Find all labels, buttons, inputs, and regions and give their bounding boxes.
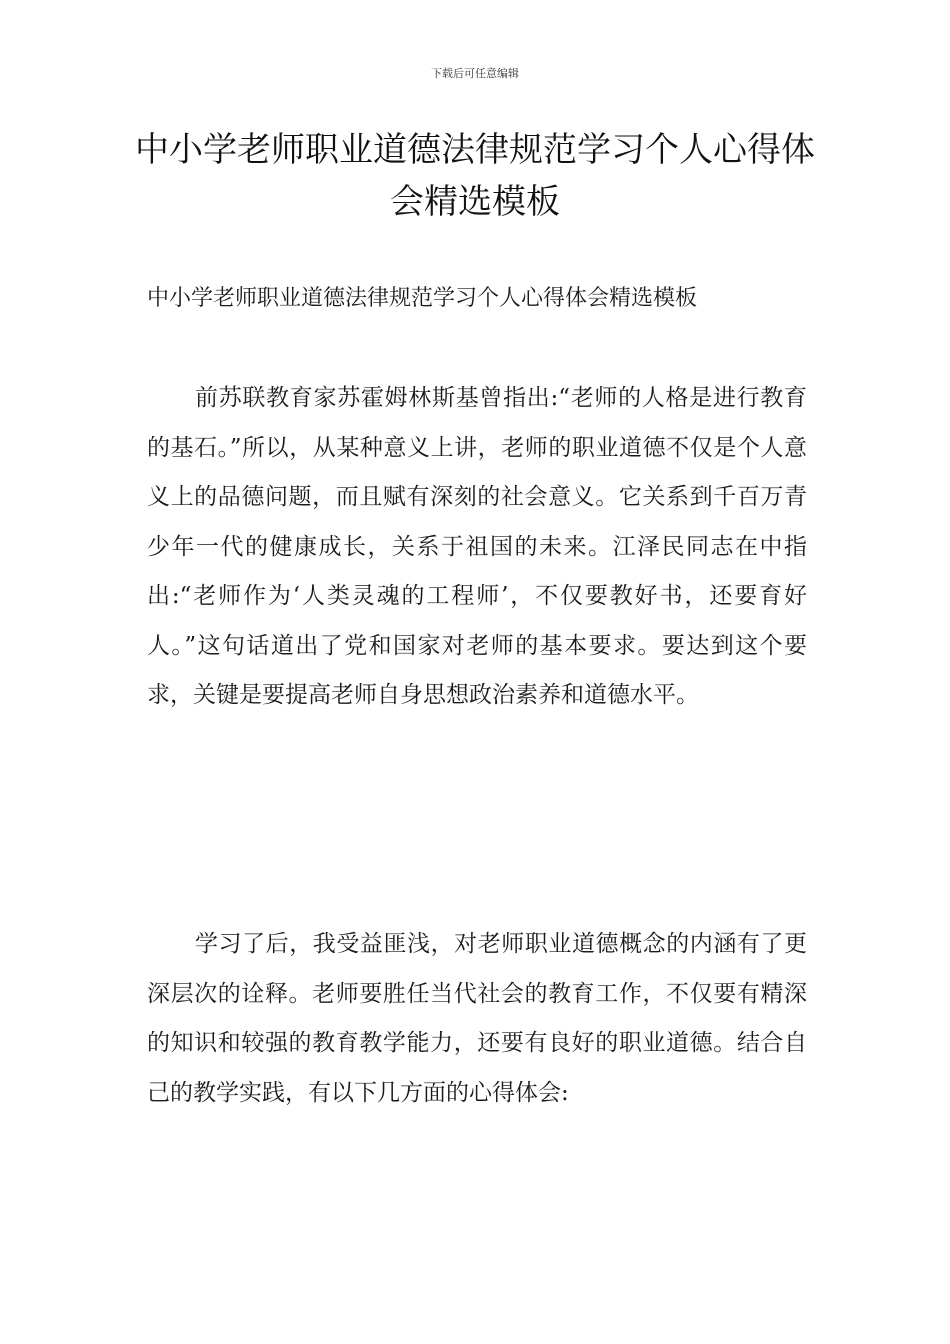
document-subtitle: 中小学老师职业道德法律规范学习个人心得体会精选模板 [147,286,698,311]
page-header-note: 下载后可任意编辑 [431,67,519,80]
body-paragraph-2: 学习了后，我受益匪浅，对老师职业道德概念的内涵有了更深层次的诠释。老师要胜任当代社会的教育工作，不仅要有精深的知识和较强的教育教学能力，还要有良好的职业道德。结合自己的教学实践，有以下几方面的心得体会: [147,931,807,1106]
body-paragraph-1: 前苏联教育家苏霍姆林斯基曾指出:“老师的人格是进行教育的基石。”所以，从某种意义上讲，老师的职业道德不仅是个人意义上的品德问题，而且赋有深刻的社会意义。它关系到千百万青少年一代的健康成长，关系于祖国的未来。江泽民同志在中指出:“老师作为‘人类灵魂的工程师’，不仅要教好书，还要育好人。”这句话道出了党和国家对老师的基本要求。要达到这个要求，关键是要提高老师自身思想政治素养和道德水平。 [147,385,807,708]
document-title: 中小学老师职业道德法律规范学习个人心得体会精选模板 [135,130,815,222]
